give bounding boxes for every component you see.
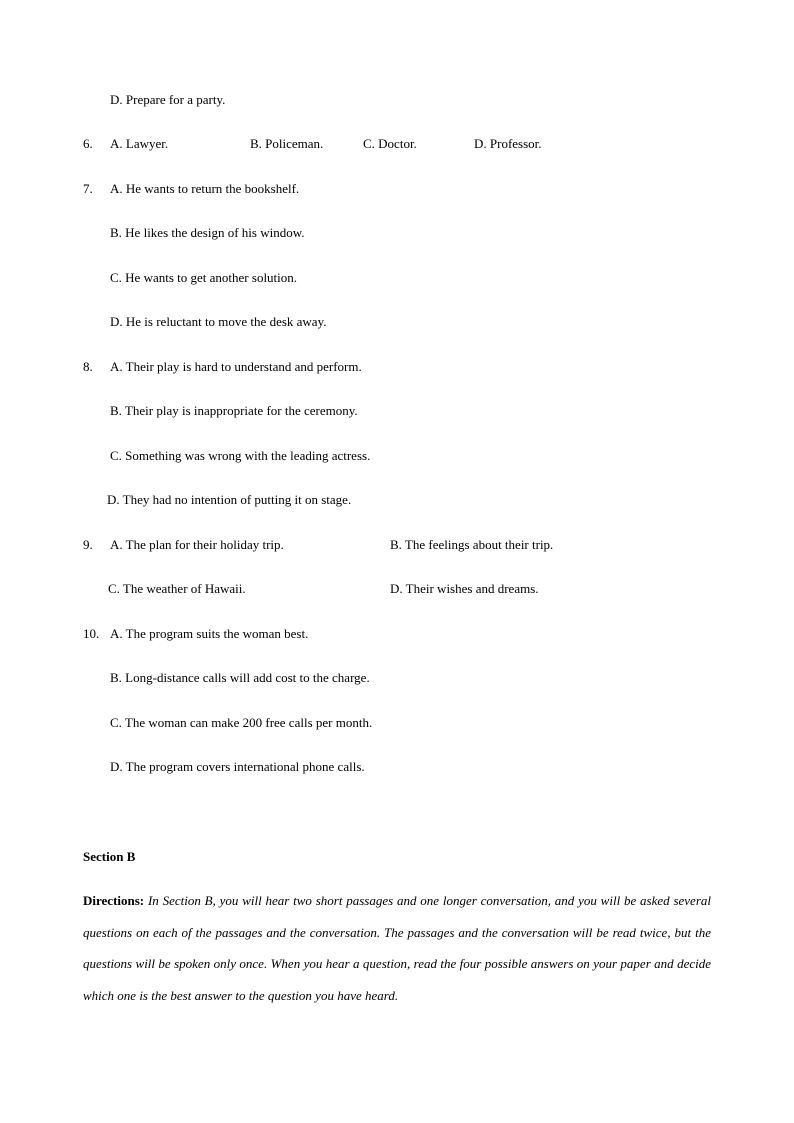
q9-number: 9. (83, 537, 93, 552)
q8-option-a: A. Their play is hard to understand and perform. (110, 359, 362, 374)
q7-number: 7. (83, 181, 93, 196)
q9-option-a: A. The plan for their holiday trip. (110, 537, 284, 552)
q7-option-a: A. He wants to return the bookshelf. (110, 181, 300, 196)
q7-option-c: C. He wants to get another solution. (110, 270, 298, 285)
q10-option-b: B. Long-distance calls will add cost to the charge. (110, 670, 370, 685)
directions-label: Directions: (83, 893, 145, 908)
q6-option-a: A. Lawyer. (110, 136, 169, 151)
q7-option-b: B. He likes the design of his window. (110, 225, 305, 240)
q9-option-d: D. Their wishes and dreams. (390, 581, 539, 596)
q6-number: 6. (83, 136, 93, 151)
q8-option-d: D. They had no intention of putting it on stage. (107, 492, 352, 507)
q7-option-d: D. He is reluctant to move the desk away. (110, 314, 327, 329)
q6-option-d: D. Professor. (474, 136, 542, 151)
q10-number: 10. (83, 626, 100, 641)
directions-text: In Section B, you will hear two short passages and one longer conversation, and you will be asked several questions on each of the passages and the conversation. The passages and the conversation will be read twice, but the questions will be spoken only once. When you hear a question, read the four possible answers on your paper and decide which one is the best answer to the question you have heard. (83, 893, 711, 1003)
q5-option-d: D. Prepare for a party. (110, 92, 226, 107)
q8-option-b: B. Their play is inappropriate for the ceremony. (110, 403, 358, 418)
q9-option-b: B. The feelings about their trip. (390, 537, 554, 552)
q8-number: 8. (83, 359, 93, 374)
q9-option-c: C. The weather of Hawaii. (108, 581, 246, 596)
q6-option-c: C. Doctor. (363, 136, 417, 151)
section-b-heading: Section B (83, 849, 136, 864)
q10-option-d: D. The program covers international phone calls. (110, 759, 365, 774)
q10-option-c: C. The woman can make 200 free calls per month. (110, 715, 373, 730)
q8-option-c: C. Something was wrong with the leading actress. (110, 448, 371, 463)
q10-option-a: A. The program suits the woman best. (110, 626, 309, 641)
q6-option-b: B. Policeman. (250, 136, 324, 151)
section-b-directions (83, 885, 711, 1011)
